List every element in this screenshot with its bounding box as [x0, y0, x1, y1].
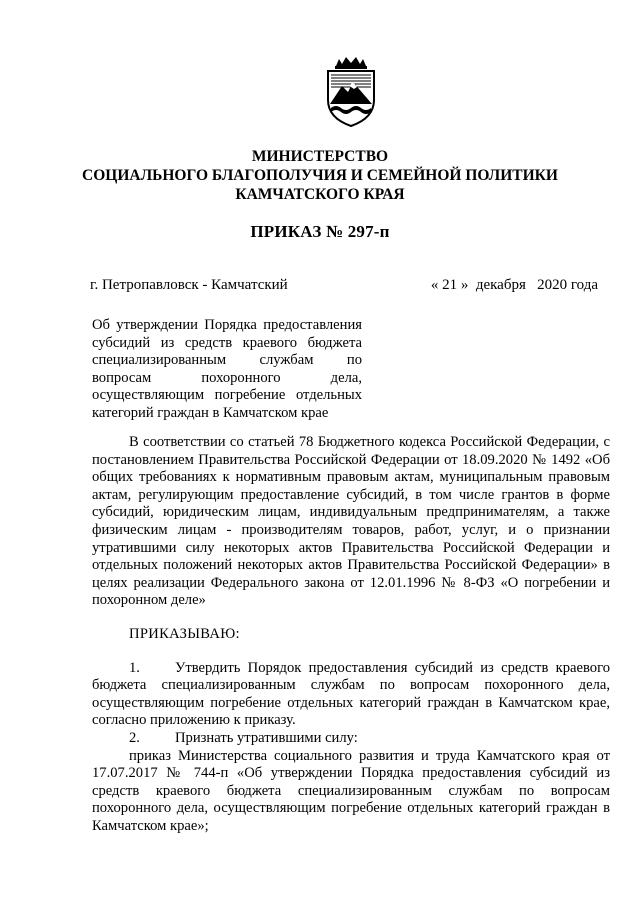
item-1 — [92, 660, 610, 730]
order-subject — [92, 317, 362, 422]
item-2-text: Признать утратившими силу: — [175, 729, 358, 746]
ministry-line-2: СОЦИАЛЬНОГО БЛАГОПОЛУЧИЯ И СЕМЕЙНОЙ ПОЛИТИКИ — [82, 167, 558, 184]
order-title: ПРИКАЗ № 297-п — [250, 222, 390, 241]
ministry-line-1: МИНИСТЕРСТВО — [251, 148, 389, 165]
prikazyvayu-heading: ПРИКАЗЫВАЮ: — [129, 625, 240, 642]
ministry-header — [0, 147, 640, 204]
item-2-number: 2. — [129, 729, 140, 746]
date-day: « 21 » — [430, 277, 469, 293]
ministry-line-3: КАМЧАТСКОГО КРАЯ — [235, 186, 405, 203]
item-1-text: Утвердить Порядок предоставления субсидий из средств краевого бюджета специализированным службам по вопросам похоронного дела, осуществляющим погребение отдельных категорий граждан в Камчатском крае, согласно приложению к приказу. — [92, 659, 610, 729]
order-body — [92, 434, 610, 835]
item-1-number: 1. — [129, 659, 140, 676]
item-2 — [92, 730, 610, 748]
order-date — [431, 277, 598, 294]
kamchatka-coat-of-arms-icon — [322, 56, 380, 128]
item-2-subitem-1: приказ Министерства социального развития и труда Камчатского края от 17.07.2017 № 744-п «Об утверждении Порядка предоставления субсидий из средств краевого бюджета специализированным службам по вопросам похоронного дела, осуществляющим погребение отдельных категорий граждан в Камчатском крае»; — [92, 747, 610, 834]
date-year: 2020 года — [537, 277, 598, 293]
subject-text: Об утверждении Порядка предоставления субсидий из средств краевого бюджета специализированным службам по вопросам похоронного дела, осуществляющим погребение отдельных категорий граждан в Камчатском крае — [92, 317, 362, 421]
city: г. Петропавловск - Камчатский — [90, 277, 288, 293]
date-month: декабря — [475, 277, 526, 293]
preamble-paragraph: В соответствии со статьей 78 Бюджетного кодекса Российской Федерации, с постановлением Правительства Российской Федерации от 18.09.2020 № 1492 «Об общих требованиях к нормативным правовым актам, муниципальным правовым актам, регулирующим предоставление субсидий, в том числе грантов в форме субсидий, юридическим лицам, индивидуальным предпринимателям, а также физическим лицам - производителям товаров, работ, услуг, и о признании утратившими силу некоторых актов Правительства Российской Федерации и отдельных положений некоторых актов Правительства Российской Федерации» в целях реализации Федерального закона от 12.01.1996 № 8-ФЗ «О погребении и похоронном деле» — [92, 434, 610, 609]
